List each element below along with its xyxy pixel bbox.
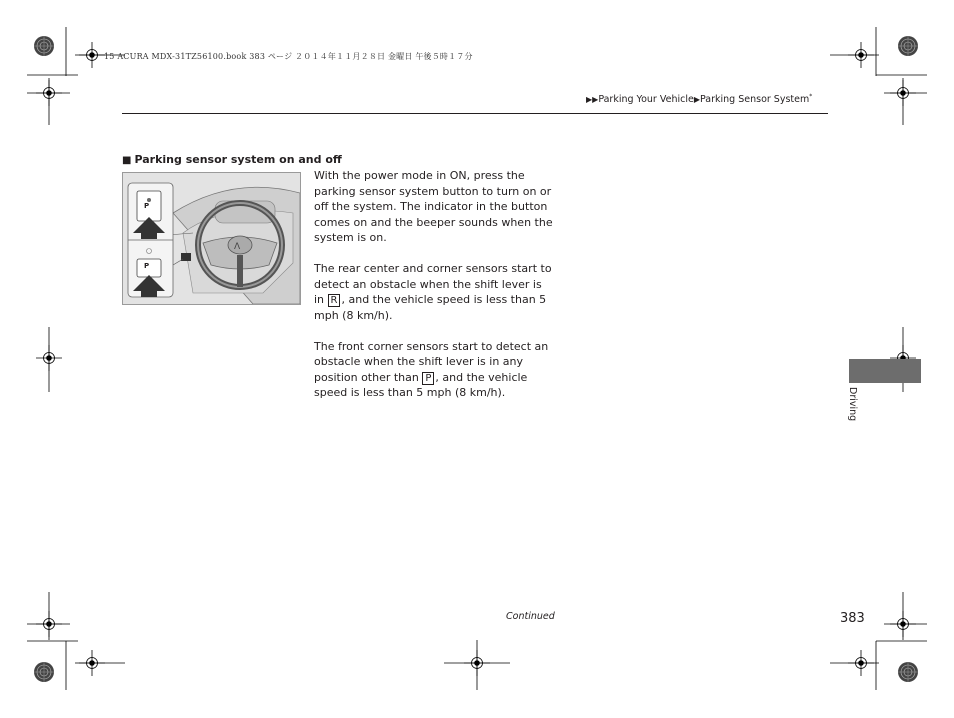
svg-text:Λ: Λ bbox=[234, 242, 241, 252]
paragraph-front-text-1: The front corner sensors start to detect an obstacle when the shift lever is in any position other than bbox=[314, 339, 549, 384]
paragraph-rear-sensors bbox=[314, 261, 554, 323]
chapter-tab bbox=[849, 359, 921, 383]
parking-sensor-button-bottom-label: P bbox=[144, 262, 150, 270]
shift-key-p: P bbox=[422, 372, 434, 385]
paragraph-front-sensors bbox=[314, 339, 554, 401]
section-title-text: Parking sensor system on and off bbox=[134, 153, 342, 166]
breadcrumb-parent: Parking Your Vehicle bbox=[598, 94, 694, 106]
paragraph-rear-text-1: The rear center and corner sensors start to detect an obstacle when the shift lever is in bbox=[314, 262, 552, 306]
breadcrumb-arrows: ▶▶ bbox=[586, 95, 599, 105]
shift-key-r: R bbox=[328, 294, 341, 307]
section-title bbox=[122, 153, 342, 166]
dashboard-drawing bbox=[123, 173, 300, 304]
breadcrumb-current: Parking Sensor System bbox=[699, 94, 810, 106]
paragraph-front-text-2: , and the vehicle speed is less than 5 mph (8 km/h). bbox=[314, 370, 528, 399]
parking-sensor-button-top-label: P bbox=[144, 202, 150, 210]
body-text bbox=[314, 168, 554, 416]
print-header: 15 ACURA MDX-31TZ56100.book 383 ページ ２０１４年１１月２８日 金曜日 午後５時１７分 bbox=[104, 52, 473, 61]
breadcrumb-marker: * bbox=[809, 93, 813, 100]
paragraph-rear-text-2: , and the vehicle speed is less than 5 mph (8 km/h). bbox=[314, 293, 547, 322]
header-rule bbox=[122, 113, 828, 114]
breadcrumb bbox=[586, 93, 812, 105]
continued-label: Continued bbox=[506, 611, 555, 622]
paragraph-power-mode: With the power mode in ON, press the parking sensor system button to turn on or off the system. The indicator in the button comes on and the beeper sounds when the system is on. bbox=[314, 169, 553, 244]
chapter-tab-label: Driving bbox=[847, 387, 858, 422]
page-number: 383 bbox=[840, 611, 865, 626]
section-bullet: ■ bbox=[122, 155, 132, 166]
dashboard-illustration bbox=[122, 172, 301, 305]
breadcrumb-separator: ▶ bbox=[693, 95, 700, 105]
